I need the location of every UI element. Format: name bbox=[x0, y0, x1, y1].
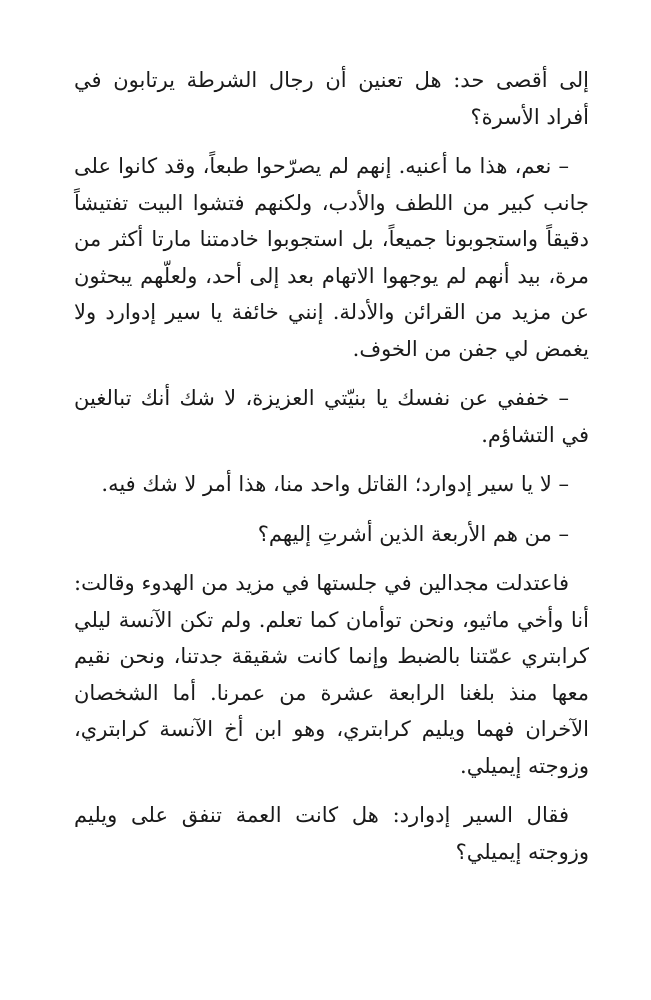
paragraph-1: إلى أقصى حد: هل تعنين أن رجال الشرطة يرتابون في أفراد الأسرة؟ bbox=[74, 68, 589, 129]
book-page bbox=[74, 62, 589, 883]
paragraph-6: فاعتدلت مجدالين في جلستها في مزيد من الهدوء وقالت: أنا وأخي ماثيو، ونحن توأمان كما تعلم. ولم تكن الآنسة ليلي كرابتري عمّتنا بالضبط وإنما كانت شقيقة جدتنا، ونحن نقيم معها منذ بلغنا الرابعة عشرة من عمرنا. أما الشخصان الآخران فهما ويليم كرابتري، وهو ابن أخ الآنسة كرابتري، وزوجته إيميلي. bbox=[74, 571, 589, 778]
paragraph-5: – من هم الأربعة الذين أشرتِ إليهم؟ bbox=[257, 521, 569, 546]
paragraph-4: – لا يا سير إدوارد؛ القاتل واحد منا، هذا أمر لا شك فيه. bbox=[101, 472, 569, 496]
paragraph-2: – نعم، هذا ما أعنيه. إنهم لم يصرّحوا طبعاً، وقد كانوا على جانب كبير من اللطف والأدب، ولكنهم فتشوا البيت تفتيشاً دقيقاً واستجوبونا جميعاً، بل استجوبوا خادمتنا مارتا أكثر من مرة، بيد أنهم لم يوجهوا الاتهام بعد إلى أحد، ولعلّهم يبحثون عن مزيد من القرائن والأدلة. إنني خائفة يا سير إدوارد ولا يغمض لي جفن من الخوف. bbox=[74, 154, 589, 361]
paragraph-7: فقال السير إدوارد: هل كانت العمة تنفق على ويليم وزوجته إيميلي؟ bbox=[74, 803, 589, 864]
paragraph-3: – خففي عن نفسك يا بنيّتي العزيزة، لا شك أنك تبالغين في التشاؤم. bbox=[74, 386, 589, 447]
